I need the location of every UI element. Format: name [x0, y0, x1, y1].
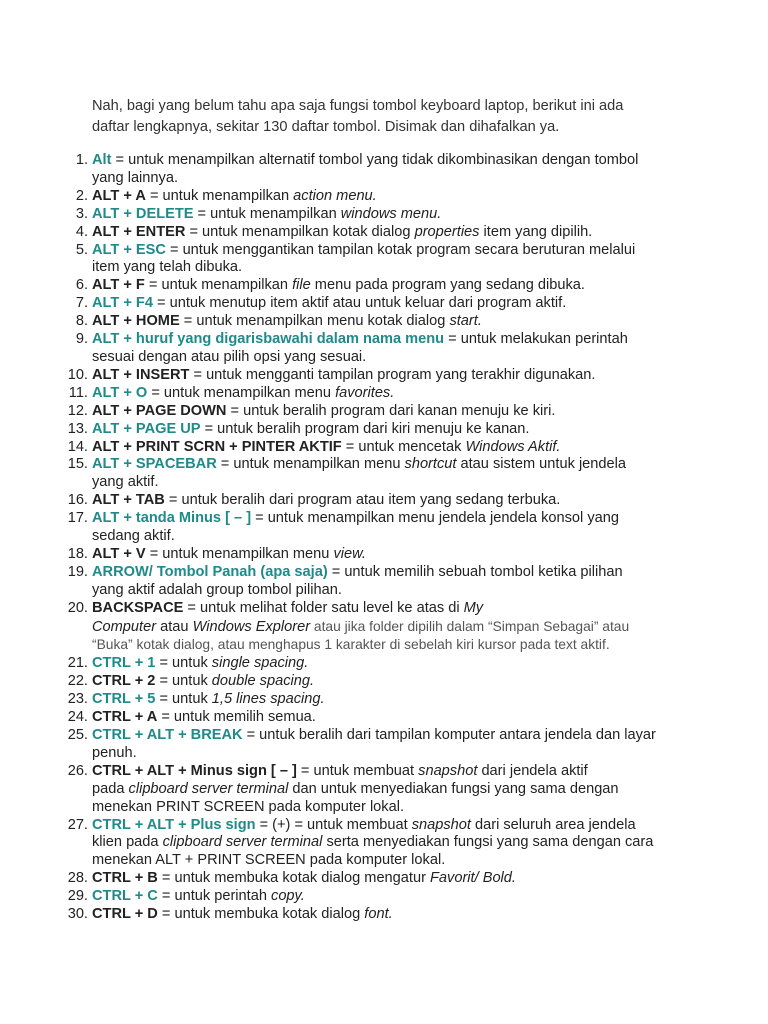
item-number: 4. — [75, 223, 88, 240]
description-text: = untuk mengganti tampilan program yang terakhir digunakan. — [189, 366, 596, 383]
shortcut-key: ALT + HOME — [92, 313, 180, 330]
description-text: = untuk menampilkan menu — [145, 545, 334, 562]
list-item — [0, 888, 684, 906]
item-number: 10. — [67, 366, 88, 383]
item-number: 12. — [67, 402, 88, 419]
list-item — [0, 403, 684, 421]
list-item — [0, 224, 684, 242]
item-number: 16. — [67, 492, 88, 509]
shortcut-key: CTRL + 1 — [92, 655, 156, 672]
shortcut-key: CTRL + D — [92, 906, 158, 923]
shortcut-key: ALT + ENTER — [92, 223, 186, 240]
shortcut-key: ALT + tanda Minus [ – ] — [92, 510, 252, 527]
description-text: penuh. — [92, 744, 137, 761]
shortcut-key: ALT + huruf yang digarisbawahi dalam nama menu — [92, 331, 445, 348]
description-text: dan untuk menyediakan fungsi yang sama dengan — [288, 780, 619, 797]
shortcut-description — [201, 421, 530, 437]
list-item — [0, 510, 684, 546]
list-item — [0, 188, 684, 206]
shortcut-key: ALT + ESC — [92, 241, 166, 258]
shortcut-description — [146, 188, 377, 204]
shortcut-description — [157, 709, 316, 725]
emphasis-text: font. — [364, 906, 393, 923]
shortcut-key: Alt — [92, 152, 112, 168]
intro-paragraph — [92, 96, 692, 137]
emphasis-text: Windows Explorer — [192, 618, 311, 635]
description-continuation — [92, 852, 684, 870]
description-text: sesuai dengan atau pilih opsi yang sesuai. — [92, 348, 367, 365]
intro-line-1: Nah, bagi yang belum tahu apa saja fungsi tombol keyboard laptop, berikut ini ada — [92, 98, 624, 114]
emphasis-text: clipboard server terminal — [162, 834, 323, 851]
list-item — [0, 870, 684, 888]
item-number: 9. — [75, 331, 88, 348]
shortcut-description — [111, 152, 638, 168]
description-text: = untuk beralih dari program atau item yang sedang terbuka. — [164, 492, 561, 509]
shortcut-list — [0, 152, 768, 924]
description-text: = untuk menampilkan menu — [216, 456, 405, 473]
shortcut-description — [155, 655, 308, 671]
shortcut-key: ALT + INSERT — [92, 366, 190, 383]
description-text: = untuk — [155, 655, 212, 672]
shortcut-description — [158, 906, 393, 922]
description-continuation — [92, 834, 684, 852]
emphasis-text: Windows Aktif. — [465, 438, 561, 455]
shortcut-key: CTRL + B — [92, 870, 158, 887]
description-text: “Buka” kotak dialog, atau menghapus 1 karakter di sebelah kiri kursor pada text aktif. — [92, 637, 610, 653]
list-item — [0, 331, 684, 367]
description-continuation — [92, 528, 684, 546]
description-continuation — [92, 781, 684, 799]
description-text: menekan ALT + PRINT SCREEN pada komputer lokal. — [92, 852, 446, 869]
list-item — [0, 727, 684, 763]
shortcut-key: ARROW/ Tombol Panah (apa saja) — [92, 563, 328, 580]
emphasis-text: snapshot — [411, 816, 471, 833]
description-text: sedang aktif. — [92, 528, 175, 545]
shortcut-key: ALT + DELETE — [92, 205, 194, 222]
shortcut-key: CTRL + A — [92, 709, 158, 726]
shortcut-key: CTRL + ALT + Minus sign [ – ] — [92, 762, 297, 779]
emphasis-text: shortcut — [404, 456, 457, 473]
description-text: dari jendela aktif — [477, 762, 588, 779]
description-text: = untuk membuka kotak dialog — [157, 906, 365, 923]
item-number: 1. — [75, 152, 88, 168]
description-text: = untuk menutup item aktif atau untuk keluar dari program aktif. — [152, 295, 567, 312]
list-item — [0, 439, 684, 457]
description-continuation — [92, 582, 684, 600]
description-text: pada — [92, 780, 129, 797]
list-item — [0, 709, 684, 727]
emphasis-text: view. — [333, 545, 366, 562]
item-number: 25. — [67, 727, 88, 743]
shortcut-description — [251, 510, 619, 526]
description-text: = untuk melakukan perintah — [444, 331, 628, 348]
emphasis-text: file — [292, 277, 311, 294]
description-text: atau jika folder dipilih dalam “Simpan Sebagai” atau — [310, 618, 630, 634]
list-item — [0, 691, 684, 709]
emphasis-text: Computer — [92, 618, 157, 635]
emphasis-text: clipboard server terminal — [128, 780, 289, 797]
shortcut-description — [155, 673, 314, 689]
intro-line-2: daftar lengkapnya, sekitar 130 daftar tombol. Disimak dan dihafalkan ya. — [92, 118, 560, 135]
item-number: 5. — [75, 241, 88, 258]
shortcut-description — [189, 367, 595, 383]
shortcut-description — [155, 691, 324, 707]
item-number: 22. — [67, 673, 88, 690]
shortcut-description — [165, 492, 561, 508]
shortcut-description — [153, 295, 566, 311]
shortcut-description — [217, 456, 626, 472]
shortcut-key: ALT + O — [92, 384, 148, 401]
shortcut-description — [256, 817, 636, 833]
item-number: 20. — [67, 599, 88, 616]
emphasis-text: double spacing. — [211, 673, 315, 690]
list-item — [0, 673, 684, 691]
list-item — [0, 492, 684, 510]
list-item — [0, 277, 684, 295]
description-text: = untuk perintah — [157, 888, 272, 905]
item-number: 8. — [75, 313, 88, 330]
description-text: = untuk beralih program dari kiri menuju ke kanan. — [200, 420, 530, 437]
item-number: 26. — [67, 762, 88, 779]
shortcut-key: CTRL + C — [92, 888, 158, 905]
item-number: 2. — [75, 187, 88, 204]
description-text: = untuk menggantikan tampilan kotak program secara beruturan melalui — [165, 241, 636, 258]
description-text: = untuk mencetak — [341, 438, 466, 455]
item-number: 11. — [68, 384, 88, 401]
item-number: 18. — [67, 545, 88, 562]
item-number: 21. — [67, 655, 88, 672]
description-text: atau sistem untuk jendela — [456, 456, 627, 473]
shortcut-description — [180, 313, 482, 329]
description-text: = untuk beralih program dari kanan menuju ke kiri. — [226, 402, 556, 419]
description-continuation — [92, 474, 684, 492]
emphasis-text: single spacing. — [211, 655, 309, 672]
description-text: = untuk menampilkan alternatif tombol yang tidak dikombinasikan dengan tombol — [111, 152, 639, 168]
description-text: menu pada program yang sedang dibuka. — [310, 277, 585, 294]
description-continuation — [92, 170, 684, 188]
description-text: item yang dipilih. — [479, 223, 593, 240]
shortcut-key: ALT + F4 — [92, 295, 153, 312]
item-number: 7. — [75, 295, 88, 312]
description-text: = untuk menampilkan menu — [147, 384, 336, 401]
description-text: = (+) = untuk membuat — [255, 816, 412, 833]
description-text: = untuk menampilkan — [144, 277, 293, 294]
description-text: serta menyediakan fungsi yang sama dengan cara — [322, 834, 654, 851]
shortcut-key: CTRL + 5 — [92, 691, 156, 708]
description-text: = untuk menampilkan menu kotak dialog — [179, 313, 450, 330]
description-text: = untuk membuka kotak dialog mengatur — [157, 870, 430, 887]
description-text: = untuk melihat folder satu level ke atas di — [183, 599, 464, 616]
description-text: = untuk menampilkan menu jendela jendela konsol yang — [251, 510, 619, 527]
shortcut-description — [146, 546, 366, 562]
shortcut-description — [444, 331, 628, 347]
item-number: 14. — [67, 438, 88, 455]
emphasis-text: properties — [414, 223, 480, 240]
emphasis-text: snapshot — [418, 762, 478, 779]
description-continuation — [92, 799, 684, 817]
list-item — [0, 367, 684, 385]
item-number: 23. — [67, 691, 88, 708]
shortcut-key: CTRL + ALT + BREAK — [92, 727, 243, 743]
item-number: 17. — [67, 510, 88, 527]
item-number: 28. — [67, 870, 88, 887]
shortcut-key: ALT + V — [92, 545, 146, 562]
description-text: = untuk menampilkan — [145, 187, 294, 204]
shortcut-description — [158, 888, 305, 904]
description-continuation — [92, 349, 684, 367]
emphasis-text: Favorit/ Bold. — [430, 870, 516, 887]
shortcut-description — [226, 403, 555, 419]
item-number: 24. — [67, 709, 88, 726]
list-item — [0, 655, 684, 673]
description-text: dari seluruh area jendela — [470, 816, 636, 833]
emphasis-text: windows menu. — [340, 205, 442, 222]
description-text: item yang telah dibuka. — [92, 259, 243, 276]
shortcut-key: ALT + F — [92, 277, 145, 294]
shortcut-description — [147, 385, 394, 401]
emphasis-text: copy. — [271, 888, 305, 905]
shortcut-description — [297, 763, 588, 779]
list-item — [0, 242, 684, 278]
description-continuation — [92, 636, 684, 655]
list-item — [0, 206, 684, 224]
item-number: 13. — [67, 420, 88, 437]
shortcut-description — [183, 600, 483, 616]
shortcut-key: ALT + PAGE UP — [92, 420, 201, 437]
description-text: = untuk — [155, 691, 212, 708]
shortcut-description — [145, 277, 585, 293]
item-number: 29. — [67, 888, 88, 905]
list-item — [0, 564, 684, 600]
description-continuation — [92, 259, 684, 277]
list-item — [0, 456, 684, 492]
description-text: klien pada — [92, 834, 163, 851]
shortcut-key: ALT + A — [92, 187, 146, 204]
description-text: menekan PRINT SCREEN pada komputer lokal. — [92, 798, 405, 815]
item-number: 6. — [75, 277, 88, 294]
item-number: 27. — [67, 816, 88, 833]
description-text: yang aktif adalah group tombol pilihan. — [92, 581, 342, 598]
shortcut-key: CTRL + ALT + Plus sign — [92, 816, 256, 833]
list-item — [0, 385, 684, 403]
item-number: 30. — [67, 906, 88, 923]
shortcut-description — [243, 727, 656, 743]
shortcut-key: ALT + PAGE DOWN — [92, 402, 227, 419]
shortcut-key: ALT + TAB — [92, 492, 165, 509]
shortcut-description — [185, 224, 592, 240]
list-item — [0, 295, 684, 313]
description-text: = untuk memilih sebuah tombol ketika pilihan — [327, 563, 623, 580]
item-number: 19. — [67, 563, 88, 580]
description-text: yang lainnya. — [92, 169, 179, 186]
description-text: = untuk menampilkan — [193, 205, 341, 222]
shortcut-description — [194, 206, 442, 222]
list-item — [0, 546, 684, 564]
shortcut-description — [342, 439, 561, 455]
shortcut-key: ALT + PRINT SCRN + PINTER AKTIF — [92, 438, 342, 455]
description-text: = untuk beralih dari tampilan komputer antara jendela dan layar — [242, 727, 656, 743]
description-text: = untuk — [155, 673, 212, 690]
shortcut-description — [328, 564, 623, 580]
list-item — [0, 817, 684, 871]
item-number: 3. — [75, 205, 88, 222]
shortcut-key: CTRL + 2 — [92, 673, 156, 690]
emphasis-text: action menu. — [293, 187, 377, 204]
shortcut-key: ALT + SPACEBAR — [92, 456, 217, 473]
emphasis-text: start. — [449, 313, 482, 330]
description-continuation — [92, 745, 684, 763]
shortcut-key: BACKSPACE — [92, 599, 184, 616]
shortcut-description — [158, 870, 516, 886]
emphasis-text: My — [463, 599, 484, 616]
emphasis-text: favorites. — [335, 384, 395, 401]
list-item — [0, 421, 684, 439]
list-item — [0, 906, 684, 924]
description-text: yang aktif. — [92, 474, 159, 491]
list-item — [0, 763, 684, 817]
emphasis-text: 1,5 lines spacing. — [211, 691, 325, 708]
description-continuation — [92, 618, 684, 637]
shortcut-description — [166, 242, 635, 258]
list-item — [0, 152, 684, 188]
list-item — [0, 313, 684, 331]
description-text: = untuk memilih semua. — [157, 709, 316, 726]
item-number: 15. — [67, 456, 88, 473]
description-text: = untuk membuat — [296, 762, 419, 779]
description-text: = untuk menampilkan kotak dialog — [185, 223, 415, 240]
description-text: atau — [156, 618, 193, 635]
list-item — [0, 600, 684, 656]
